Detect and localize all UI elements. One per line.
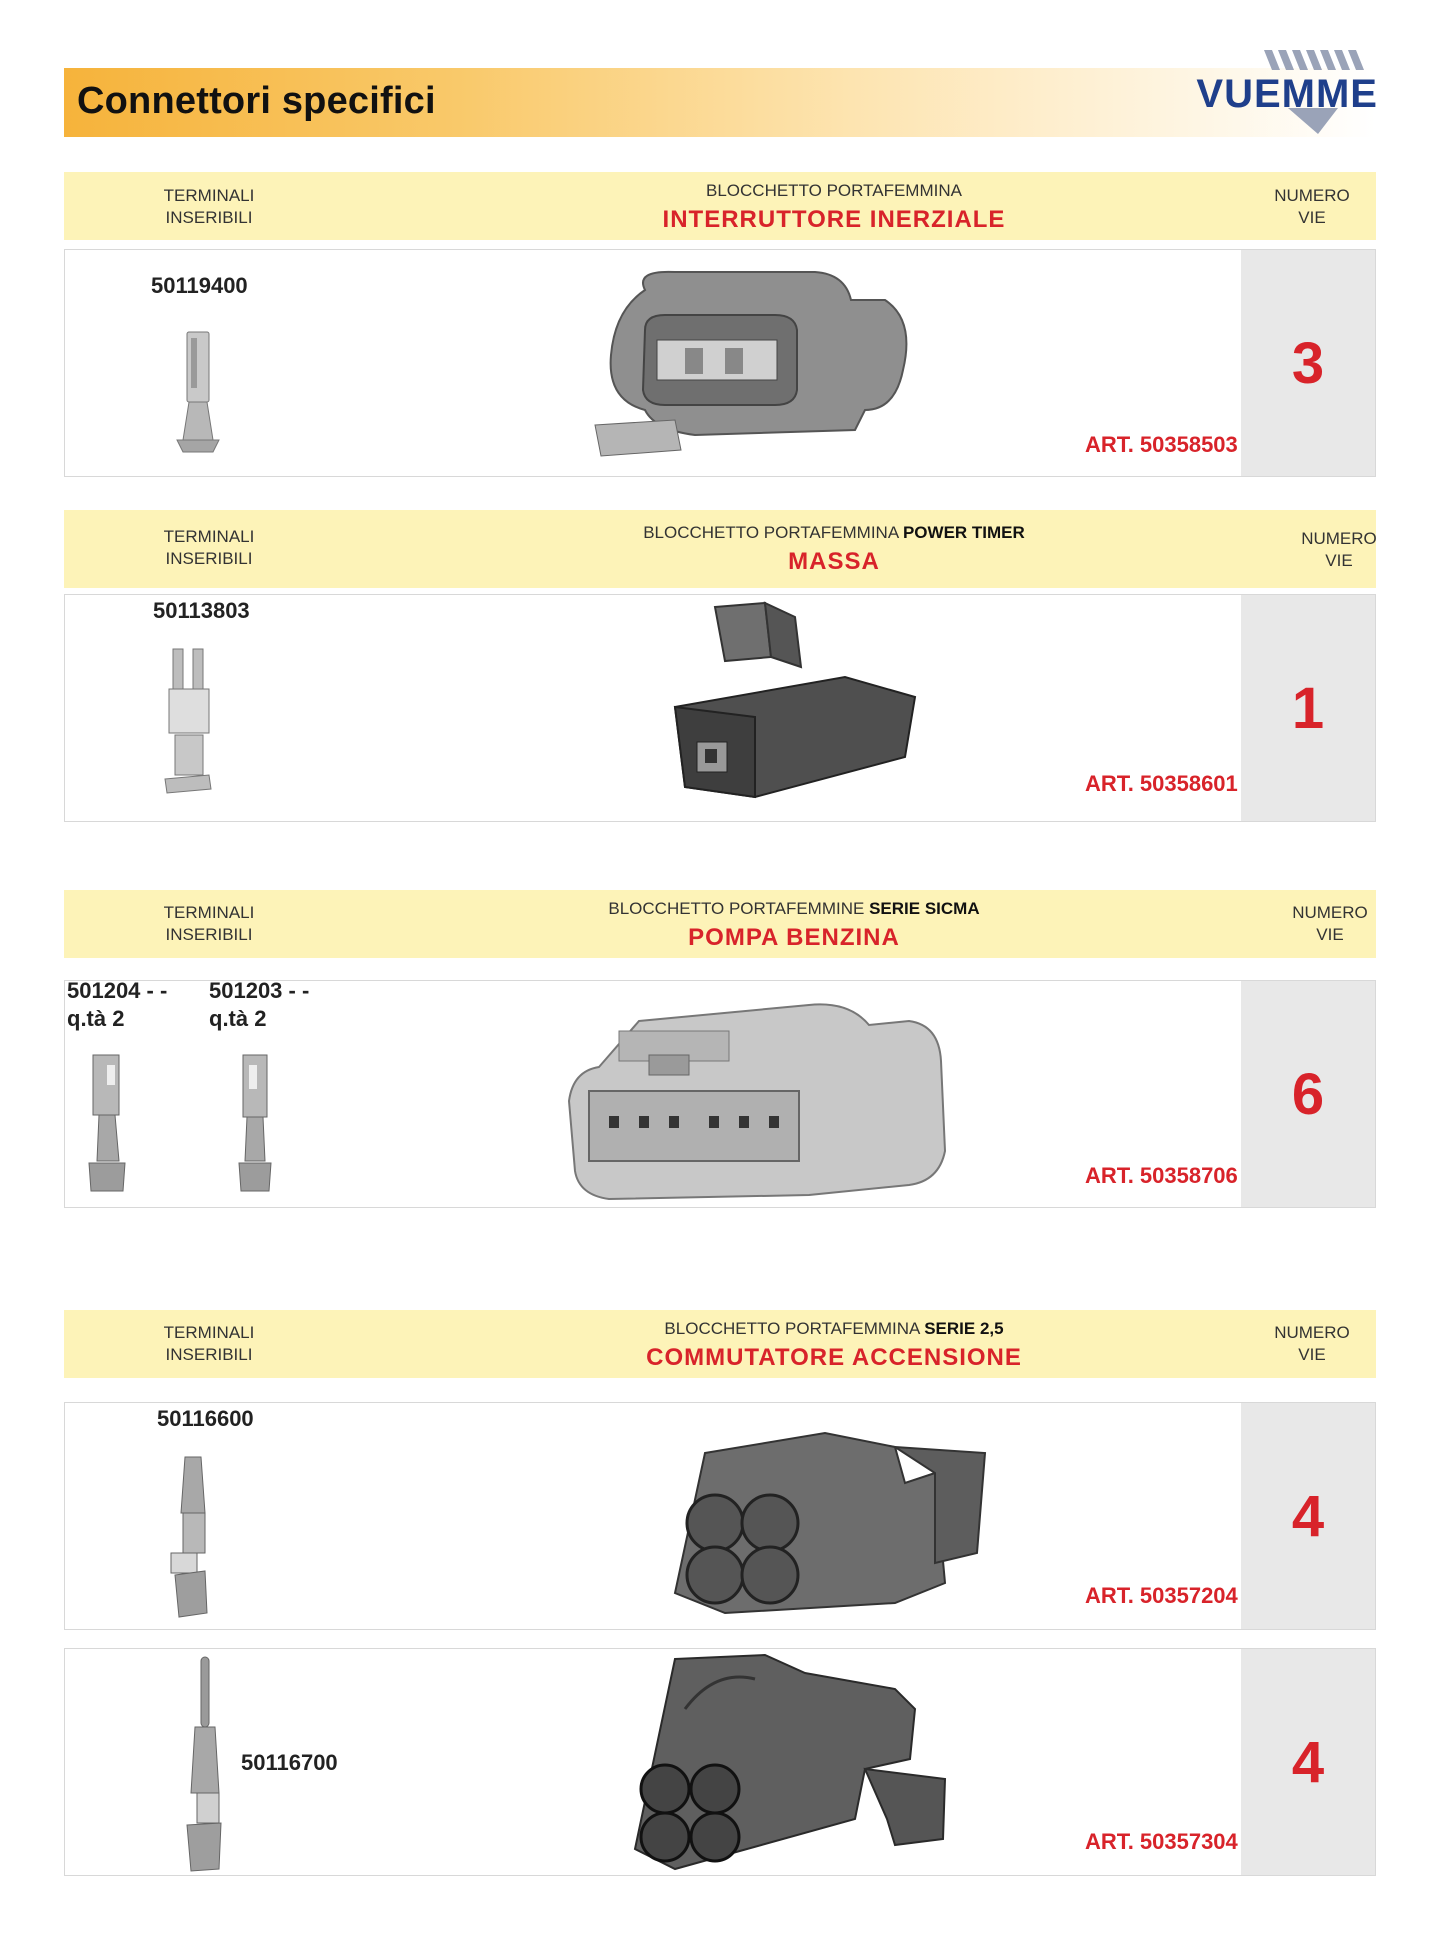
ways-count: 4 [1291, 1483, 1325, 1549]
connector-image [605, 1413, 1005, 1623]
section-subtitle-bold: SERIE 2,5 [924, 1319, 1004, 1338]
section-title [444, 1318, 1224, 1372]
connector-image [585, 260, 945, 480]
terminal-code: 50116600 [157, 1406, 254, 1431]
terminal-image [165, 1453, 225, 1623]
article-number: ART. 50357204 [1085, 1583, 1238, 1608]
section-header [64, 510, 1376, 588]
section-subtitle: BLOCCHETTO PORTAFEMMINA [664, 1319, 920, 1338]
ways-box [1241, 981, 1375, 1207]
article-number: ART. 50358601 [1085, 771, 1238, 796]
ways-heading: NUMERO VIE [1274, 186, 1350, 227]
product-row [64, 1402, 1376, 1630]
section-header [64, 172, 1376, 240]
terminal-image [173, 328, 223, 458]
product-row [64, 594, 1376, 822]
article-number: ART. 50358503 [1085, 432, 1238, 457]
connector-image [655, 597, 955, 817]
section-subtitle-bold: SERIE SICMA [869, 899, 980, 918]
terminal-code-group: 501203 - - q.tà 2 [209, 978, 310, 1031]
section-title [444, 180, 1224, 234]
ways-box [1241, 1403, 1375, 1629]
terminals-heading: TERMINALI INSERIBILI [163, 186, 255, 227]
section-subtitle: BLOCCHETTO PORTAFEMMINA [643, 523, 899, 542]
ways-box [1241, 250, 1375, 476]
terminals-heading: TERMINALI INSERIBILI [163, 903, 255, 944]
ways-heading: NUMERO VIE [1274, 1323, 1350, 1364]
brand-name: VUEMME [1196, 72, 1378, 116]
terminal-code: 50113803 [153, 598, 250, 623]
section-title [404, 898, 1184, 952]
brand-logo [1168, 48, 1378, 138]
terminal-image [85, 1051, 135, 1201]
page-title: Connettori specifici [77, 80, 436, 122]
article-number: ART. 50358706 [1085, 1163, 1238, 1188]
section-subtitle: BLOCCHETTO PORTAFEMMINE [608, 899, 865, 918]
article-number: ART. 50357304 [1085, 1829, 1238, 1854]
product-row [64, 249, 1376, 477]
terminal-code-group: 501204 - - q.tà 2 [67, 978, 168, 1031]
terminal-image [159, 645, 229, 805]
section-subtitle: BLOCCHETTO PORTAFEMMINA [706, 181, 962, 200]
ways-heading: NUMERO VIE [1301, 529, 1377, 570]
terminals-heading: TERMINALI INSERIBILI [163, 527, 255, 568]
product-row [64, 1648, 1376, 1876]
ways-count: 3 [1291, 330, 1325, 396]
section-name: COMMUTATORE ACCENSIONE [646, 1344, 1022, 1371]
section-name: INTERRUTTORE INERZIALE [662, 206, 1006, 233]
ways-box [1241, 1649, 1375, 1875]
terminal-code: 50116700 [241, 1750, 338, 1775]
ways-box [1241, 595, 1375, 821]
ways-heading: NUMERO VIE [1292, 903, 1368, 944]
terminal-code: 50119400 [151, 273, 248, 298]
product-row [64, 980, 1376, 1208]
terminal-image [175, 1653, 245, 1875]
section-header [64, 890, 1376, 958]
ways-count: 4 [1291, 1729, 1325, 1795]
section-title [444, 522, 1224, 576]
ways-count: 1 [1291, 675, 1325, 741]
terminals-heading: TERMINALI INSERIBILI [163, 1323, 255, 1364]
section-subtitle-bold: POWER TIMER [902, 523, 1025, 542]
section-name: MASSA [788, 548, 880, 575]
terminal-image [231, 1051, 281, 1201]
ways-count: 6 [1291, 1061, 1325, 1127]
section-header [64, 1310, 1376, 1378]
connector-image [549, 981, 969, 1209]
connector-image [565, 1649, 1005, 1877]
section-name: POMPA BENZINA [688, 924, 900, 951]
